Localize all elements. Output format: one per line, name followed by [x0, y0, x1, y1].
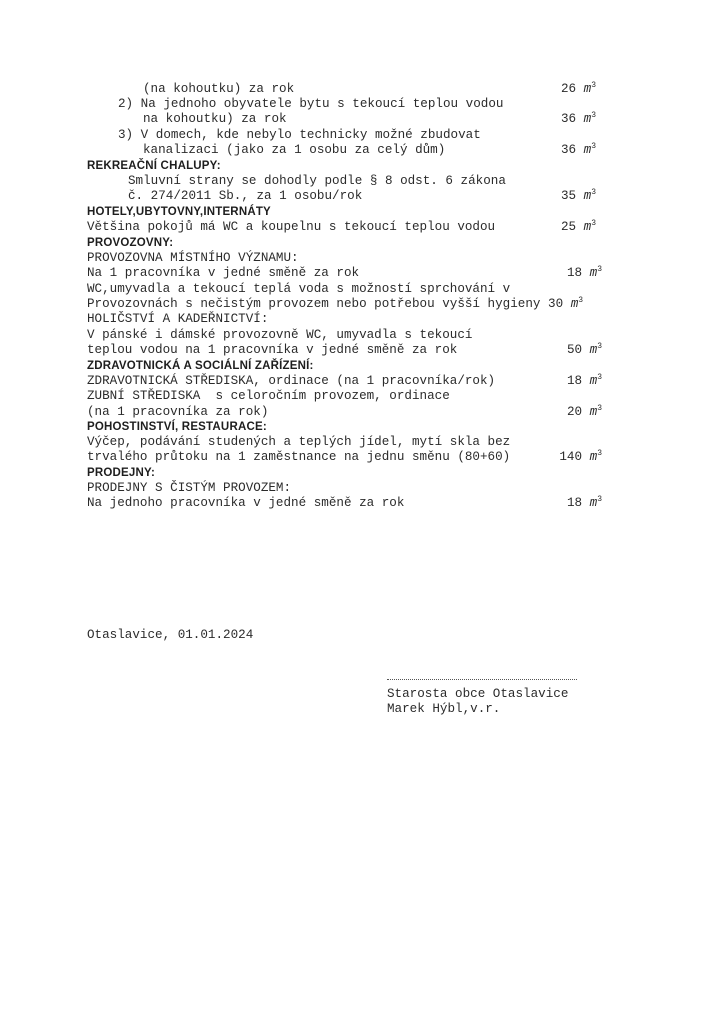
text-line: ZDRAVOTNICKÁ STŘEDISKA, ordinace (na 1 pracovníka/rok) [87, 374, 496, 388]
value-cell: 25 $m^3$ [560, 219, 596, 234]
signature-name: Marek Hýbl,v.r. [387, 702, 501, 716]
section-heading: REKREAČNÍ CHALUPY: [87, 160, 221, 172]
section-heading: PRODEJNY: [87, 467, 156, 479]
text-line: ZUBNÍ STŘEDISKA s celoročním provozem, ordinace [87, 389, 450, 403]
section-heading: PROVOZOVNY: [87, 237, 174, 249]
text-line: č. 274/2011 Sb., za 1 osobu/rok [128, 189, 363, 203]
value-cell: 36 $m^3$ [560, 142, 596, 157]
text-line: teplou vodou na 1 pracovníka v jedné směně za rok [87, 343, 458, 357]
text-line: kanalizaci (jako za 1 osobu za celý dům) [143, 143, 446, 157]
value-cell: 50 $m^3$ [566, 342, 602, 357]
section-heading: POHOSTINSTVÍ, RESTAURACE: [87, 421, 267, 433]
text-line: PRODEJNY S ČISTÝM PROVOZEM: [87, 481, 292, 495]
text-line: HOLIČSTVÍ A KADEŘNICTVÍ: [87, 312, 269, 326]
value-cell: 18 $m^3$ [566, 373, 602, 388]
text-line: V pánské i dámské provozovně WC, umyvadla s tekoucí [87, 328, 473, 342]
text-line: 2) Na jednoho obyvatele bytu s tekoucí teplou vodou [118, 97, 504, 111]
text-line: Smluvní strany se dohodly podle § 8 odst. 6 zákona [128, 174, 506, 188]
value-cell: 36 $m^3$ [560, 111, 596, 126]
text-line: Většina pokojů má WC a koupelnu s tekoucí teplou vodou [87, 220, 496, 234]
text-line: na kohoutku) za rok [143, 112, 287, 126]
text-line: Provozovnách s nečistým provozem nebo potřebou vyšší hygieny 30 $m^3$ [87, 296, 584, 311]
section-heading: ZDRAVOTNICKÁ A SOCIÁLNÍ ZAŘÍZENÍ: [87, 360, 314, 372]
text-line: trvalého průtoku na 1 zaměstnance na jednu směnu (80+60) [87, 450, 511, 464]
signature-title: Starosta obce Otaslavice [387, 687, 569, 701]
signature-line [387, 679, 577, 680]
text-line: WC,umyvadla a tekoucí teplá voda s možností sprchování v [87, 282, 511, 296]
value-cell: 20 $m^3$ [566, 404, 602, 419]
value-cell: 18 $m^3$ [566, 265, 602, 280]
value-cell: 35 $m^3$ [560, 188, 596, 203]
text-line: 3) V domech, kde nebylo technicky možné zbudovat [118, 128, 481, 142]
value-cell: 18 $m^3$ [566, 495, 602, 510]
place-date: Otaslavice, 01.01.2024 [87, 628, 254, 642]
text-line: PROVOZOVNA MÍSTNÍHO VÝZNAMU: [87, 251, 299, 265]
text-line: Výčep, podávání studených a teplých jídel, mytí skla bez [87, 435, 511, 449]
text-line: (na 1 pracovníka za rok) [87, 405, 269, 419]
value-cell: 140 $m^3$ [559, 449, 602, 464]
text-line: (na kohoutku) za rok [143, 82, 295, 96]
text-line: Na 1 pracovníka v jedné směně za rok [87, 266, 360, 280]
value-cell: 26 $m^3$ [560, 81, 596, 96]
section-heading: HOTELY,UBYTOVNY,INTERNÁTY [87, 206, 271, 218]
text-line: Na jednoho pracovníka v jedné směně za rok [87, 496, 405, 510]
